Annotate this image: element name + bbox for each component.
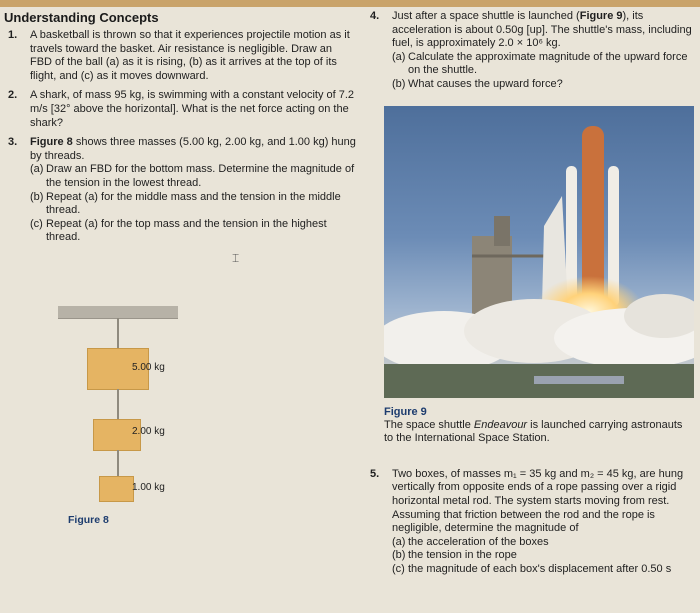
part-c <box>30 218 356 245</box>
figure-reference: Figure 8 <box>30 136 73 149</box>
question-3 <box>4 136 356 245</box>
question-text: Two boxes, of masses m₁ = 35 kg and m₂ = 45 kg, are hung vertically from opposite ends of a rope passing over a rigid horizontal metal rod. The system starts moving from rest. Assuming that friction between the rod and the rope is negligible, determine the magnitude of <box>392 467 684 535</box>
part-label: (b) <box>30 190 44 203</box>
shuttle-name: Endeavour <box>473 418 528 431</box>
middle-thread <box>117 389 119 419</box>
question-number: 1. <box>8 29 18 41</box>
tower-top <box>494 216 510 246</box>
part-text: Repeat (a) for the top mass and the tension in the highest thread. <box>46 217 327 244</box>
part-a <box>30 163 356 190</box>
question-number: 4. <box>370 10 380 22</box>
part-text: the magnitude of each box's displacement after 0.50 s <box>408 562 672 575</box>
caption-text: is launched carrying astronauts to the International Space Station. <box>384 418 683 445</box>
water-strip <box>534 376 624 384</box>
part-text: the acceleration of the boxes <box>408 535 549 548</box>
part-text: Repeat (a) for the middle mass and the tension in the middle thread. <box>46 190 341 217</box>
part-text: What causes the upward force? <box>408 77 563 90</box>
part-c <box>392 563 696 577</box>
top-thread <box>117 318 119 348</box>
shuttle-launch-photo <box>384 106 694 398</box>
part-b <box>392 78 696 92</box>
question-text: shows three masses (5.00 kg, 2.00 kg, and 1.00 kg) hung by threads. <box>30 136 356 162</box>
figure-reference: Figure 9 <box>579 10 623 22</box>
part-text: the tension in the rope <box>408 549 517 562</box>
part-b <box>30 191 356 218</box>
question-4 <box>366 10 696 92</box>
question-text: Just after a space shuttle is launched ( <box>392 10 580 22</box>
top-color-strip <box>0 0 700 7</box>
caption-text: The space shuttle <box>384 418 474 431</box>
part-text: Calculate the approximate magnitude of the upward force on the shuttle. <box>408 50 688 77</box>
part-label: (a) <box>30 163 44 176</box>
figure-8-label: Figure 8 <box>68 514 109 526</box>
question-text: ), its acceleration is about 0.50g [up]. The shuttle's mass, including fuel, is approximately 2.0 × 10⁶ kg. <box>392 10 692 50</box>
figure-9-caption <box>384 406 684 446</box>
mass-label-bottom: 1.00 kg <box>132 482 165 493</box>
part-a <box>392 51 696 78</box>
part-text: Draw an FBD for the bottom mass. Determine the magnitude of the tension in the lowest thread. <box>46 163 355 189</box>
right-column <box>366 10 696 583</box>
question-number: 5. <box>370 467 380 480</box>
part-b <box>392 549 696 563</box>
question-number: 2. <box>8 89 18 102</box>
bottom-thread <box>117 450 119 476</box>
part-label: (c) <box>392 562 405 575</box>
figure-8-hanging-masses <box>0 296 360 536</box>
part-label: (c) <box>30 217 43 230</box>
mass-label-top: 5.00 kg <box>132 362 165 373</box>
question-2 <box>4 89 356 130</box>
left-column <box>4 10 356 251</box>
figure-9-label: Figure 9 <box>384 405 427 418</box>
part-label: (b) <box>392 77 406 90</box>
question-number: 3. <box>8 136 18 149</box>
question-5 <box>366 468 696 577</box>
part-a <box>392 536 696 550</box>
question-text: A basketball is thrown so that it experiences projectile motion as it travels toward the basket. Air resistance is negligible. Draw an FBD of the ball (a) as it is rising, (b) as it arrives at the top of its flight, and (c) as it moves downward. <box>30 29 350 82</box>
mass-label-middle: 2.00 kg <box>132 426 165 437</box>
shuttle-launch-illustration <box>384 106 694 398</box>
part-label: (b) <box>392 549 406 562</box>
question-text: A shark, of mass 95 kg, is swimming with a constant velocity of 7.2 m/s [32° above the horizontal]. What is the net force acting on the shark? <box>30 89 355 129</box>
part-label: (a) <box>392 50 406 63</box>
part-label: (a) <box>392 535 406 548</box>
text-cursor-icon: ⌶ <box>232 251 240 265</box>
section-heading: Understanding Concepts <box>4 10 159 25</box>
mass-block-bottom <box>99 476 134 502</box>
question-1 <box>4 29 356 83</box>
